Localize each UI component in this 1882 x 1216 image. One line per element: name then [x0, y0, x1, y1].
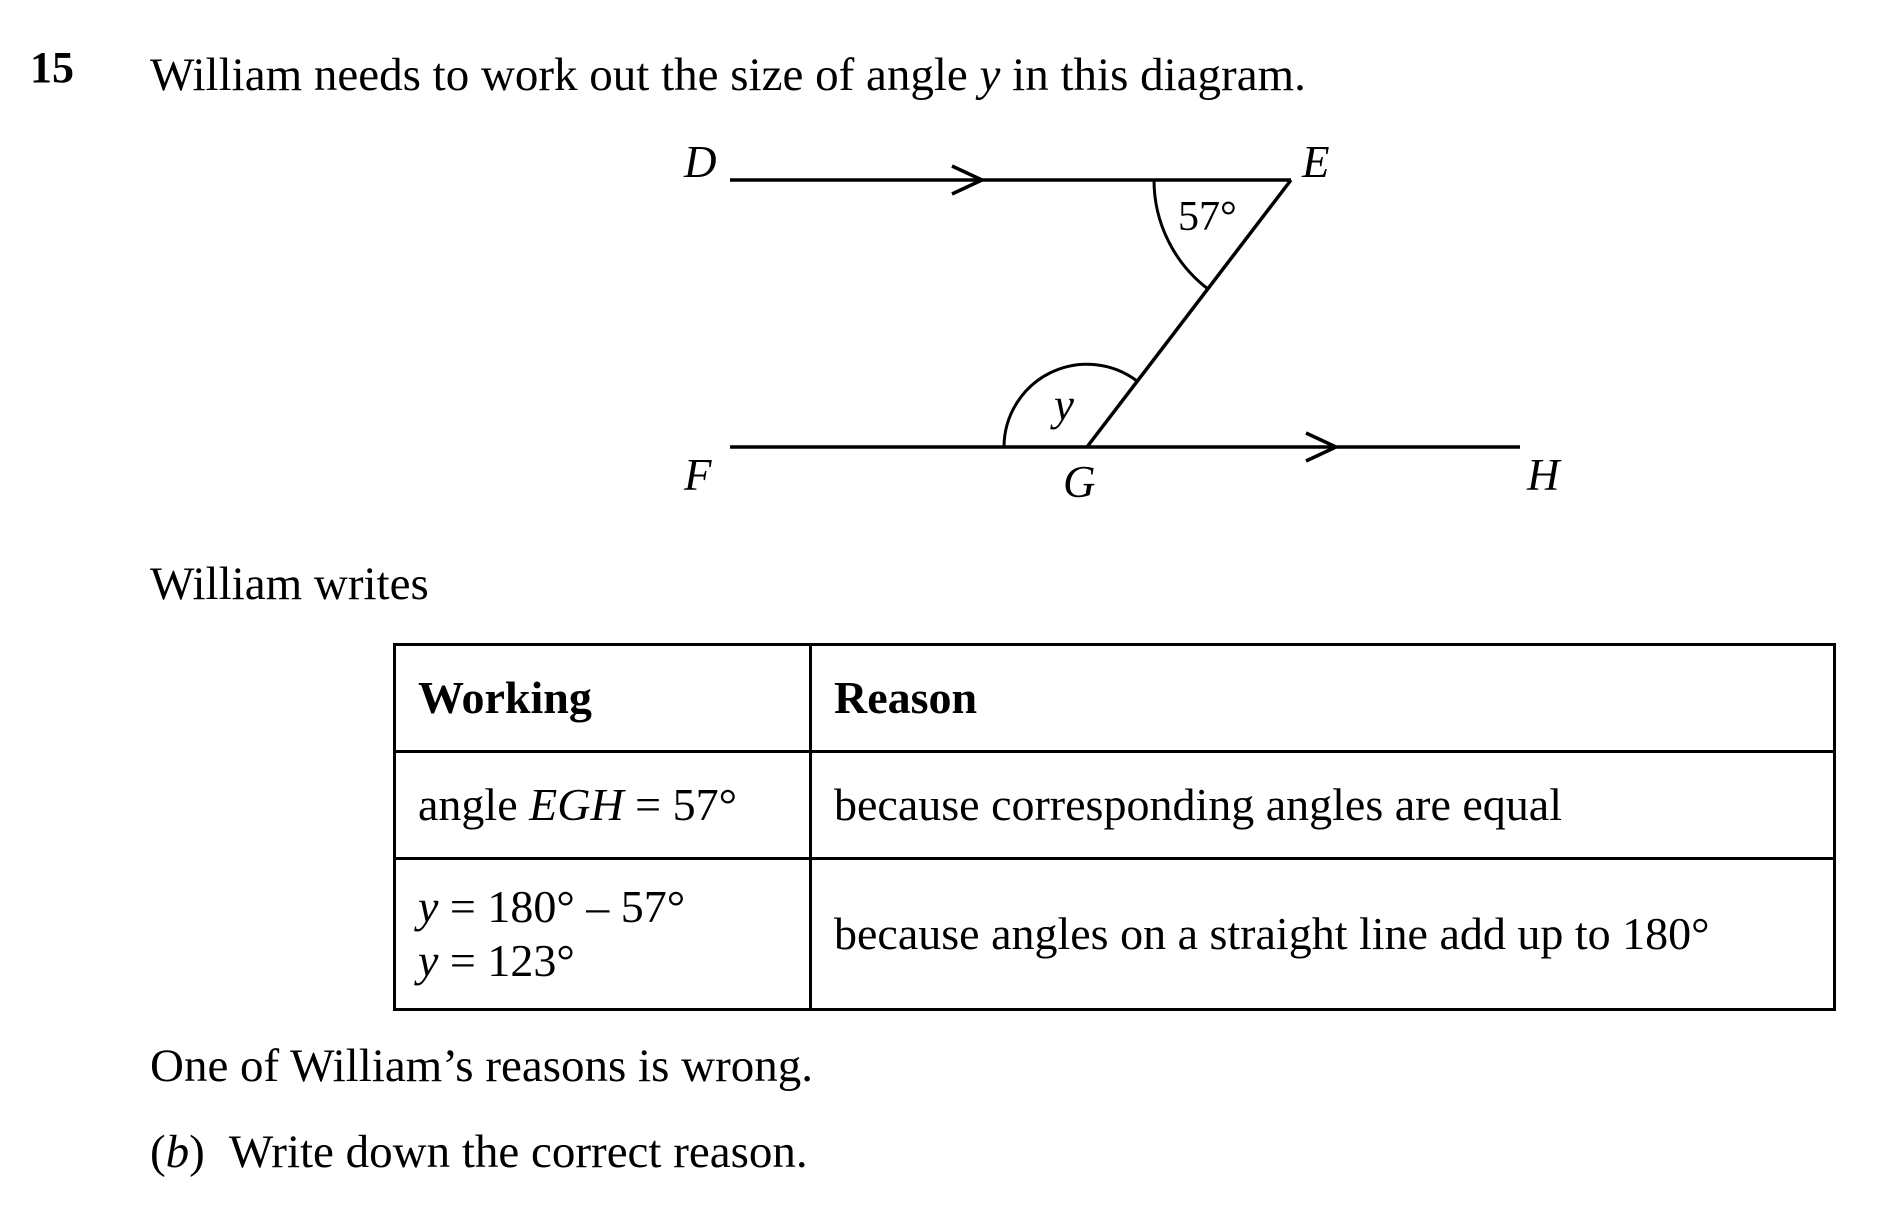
- header-working: Working: [395, 645, 811, 752]
- label-d: D: [684, 137, 717, 187]
- working-table: [393, 643, 1836, 1011]
- question-text-after: in this diagram.: [1000, 49, 1306, 101]
- row2-working-line1: [418, 880, 787, 934]
- header-reason: Reason: [811, 645, 1835, 752]
- william-writes-label: William writes: [150, 558, 429, 610]
- angle-g-value: y: [1054, 380, 1074, 430]
- row1-working-prefix: angle: [418, 778, 530, 830]
- question-text-before: William needs to work out the size of angle: [150, 49, 980, 101]
- label-e: E: [1302, 137, 1330, 187]
- row2-working-line2: [418, 934, 787, 988]
- row2-working: [395, 859, 811, 1010]
- angle-diagram: [0, 0, 1882, 560]
- row1-reason: because corresponding angles are equal: [811, 752, 1835, 859]
- question-number: 15: [30, 43, 74, 92]
- label-h: H: [1527, 450, 1560, 500]
- label-g: G: [1063, 457, 1096, 507]
- angle-e-value: 57°: [1178, 194, 1237, 240]
- part-b-text: Write down the correct reason.: [228, 1126, 808, 1178]
- part-b-letter: b: [165, 1126, 190, 1178]
- label-f: F: [684, 450, 712, 500]
- row2-line2-var: y: [418, 935, 439, 986]
- row2-line1-rest: = 180° – 57°: [438, 880, 686, 932]
- row1-working-angle-name: EGH: [529, 778, 624, 830]
- row2-reason: because angles on a straight line add up to 180°: [811, 859, 1835, 1010]
- statement-text: One of William’s reasons is wrong.: [150, 1040, 813, 1092]
- table-header-row: [395, 645, 1835, 752]
- part-b: (b) Write down the correct reason.: [150, 1126, 808, 1178]
- table-row: [395, 752, 1835, 859]
- table-row: [395, 859, 1835, 1010]
- row1-working-suffix: = 57°: [623, 778, 738, 830]
- row2-line2-rest: = 123°: [438, 935, 575, 986]
- row2-line1-var: y: [418, 880, 439, 932]
- row1-working: [395, 752, 811, 859]
- question-variable: y: [979, 49, 1001, 101]
